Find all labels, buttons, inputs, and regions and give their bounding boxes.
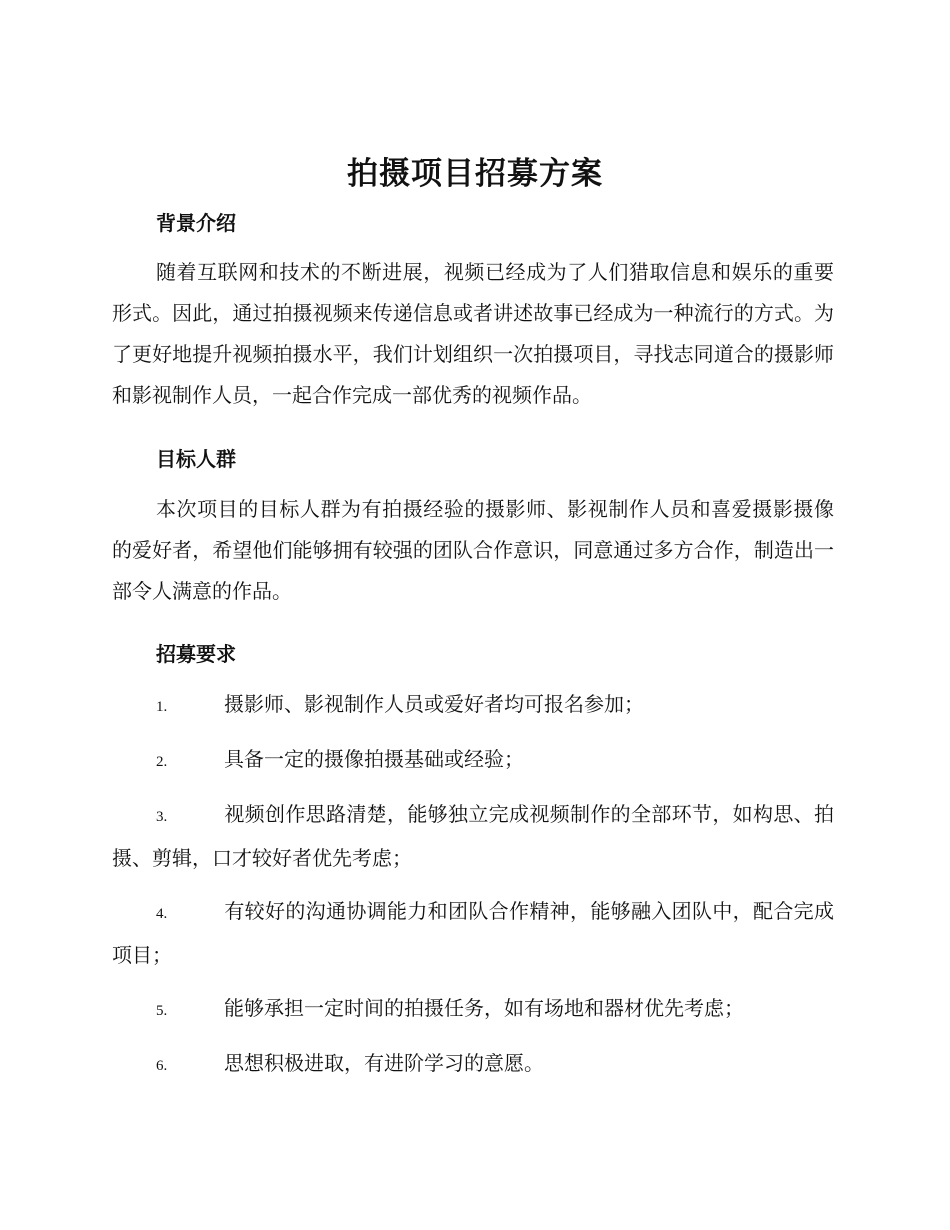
requirement-number: 2.: [156, 754, 168, 770]
section-heading-background: 背景介绍: [156, 211, 236, 235]
requirement-number: 3.: [156, 809, 168, 825]
requirement-number: 1.: [156, 699, 168, 715]
requirement-text: 具备一定的摄像拍摄基础或经验；: [224, 747, 524, 771]
requirement-text: 能够承担一定时间的拍摄任务，如有场地和器材优先考虑；: [224, 996, 744, 1020]
section-body-target-audience: 本次项目的目标人群为有拍摄经验的摄影师、影视制作人员和喜爱摄影摄像的爱好者，希望他们能够拥有较强的团队合作意识，同意通过多方合作，制造出一部令人满意的作品。: [112, 497, 834, 603]
requirement-text: 视频创作思路清楚，能够独立完成视频制作的全部环节，如构思、拍摄、剪辑，口才较好者优先考虑；: [112, 802, 834, 870]
section-heading-target-audience: 目标人群: [156, 447, 236, 471]
requirement-item: [112, 684, 834, 728]
document-title: 拍摄项目招募方案: [347, 156, 603, 192]
requirement-item: [112, 794, 834, 879]
requirement-text: 有较好的沟通协调能力和团队合作精神，能够融入团队中，配合完成项目；: [112, 899, 834, 967]
requirement-item: [112, 988, 834, 1032]
requirement-text: 摄影师、影视制作人员或爱好者均可报名参加；: [224, 692, 644, 716]
requirement-number: 4.: [156, 906, 168, 922]
requirement-item: [112, 1043, 834, 1087]
section-body-background: 随着互联网和技术的不断进展，视频已经成为了人们猎取信息和娱乐的重要形式。因此，通过拍摄视频来传递信息或者讲述故事已经成为一种流行的方式。为了更好地提升视频拍摄水平，我们计划组织一次拍摄项目，寻找志同道合的摄影师和影视制作人员，一起合作完成一部优秀的视频作品。: [112, 260, 834, 407]
requirement-item: [112, 891, 834, 976]
requirement-text: 思想积极进取，有进阶学习的意愿。: [224, 1051, 544, 1075]
requirement-item: [112, 739, 834, 783]
section-heading-requirements: 招募要求: [156, 642, 236, 666]
requirement-number: 6.: [156, 1058, 168, 1074]
requirement-number: 5.: [156, 1003, 168, 1019]
